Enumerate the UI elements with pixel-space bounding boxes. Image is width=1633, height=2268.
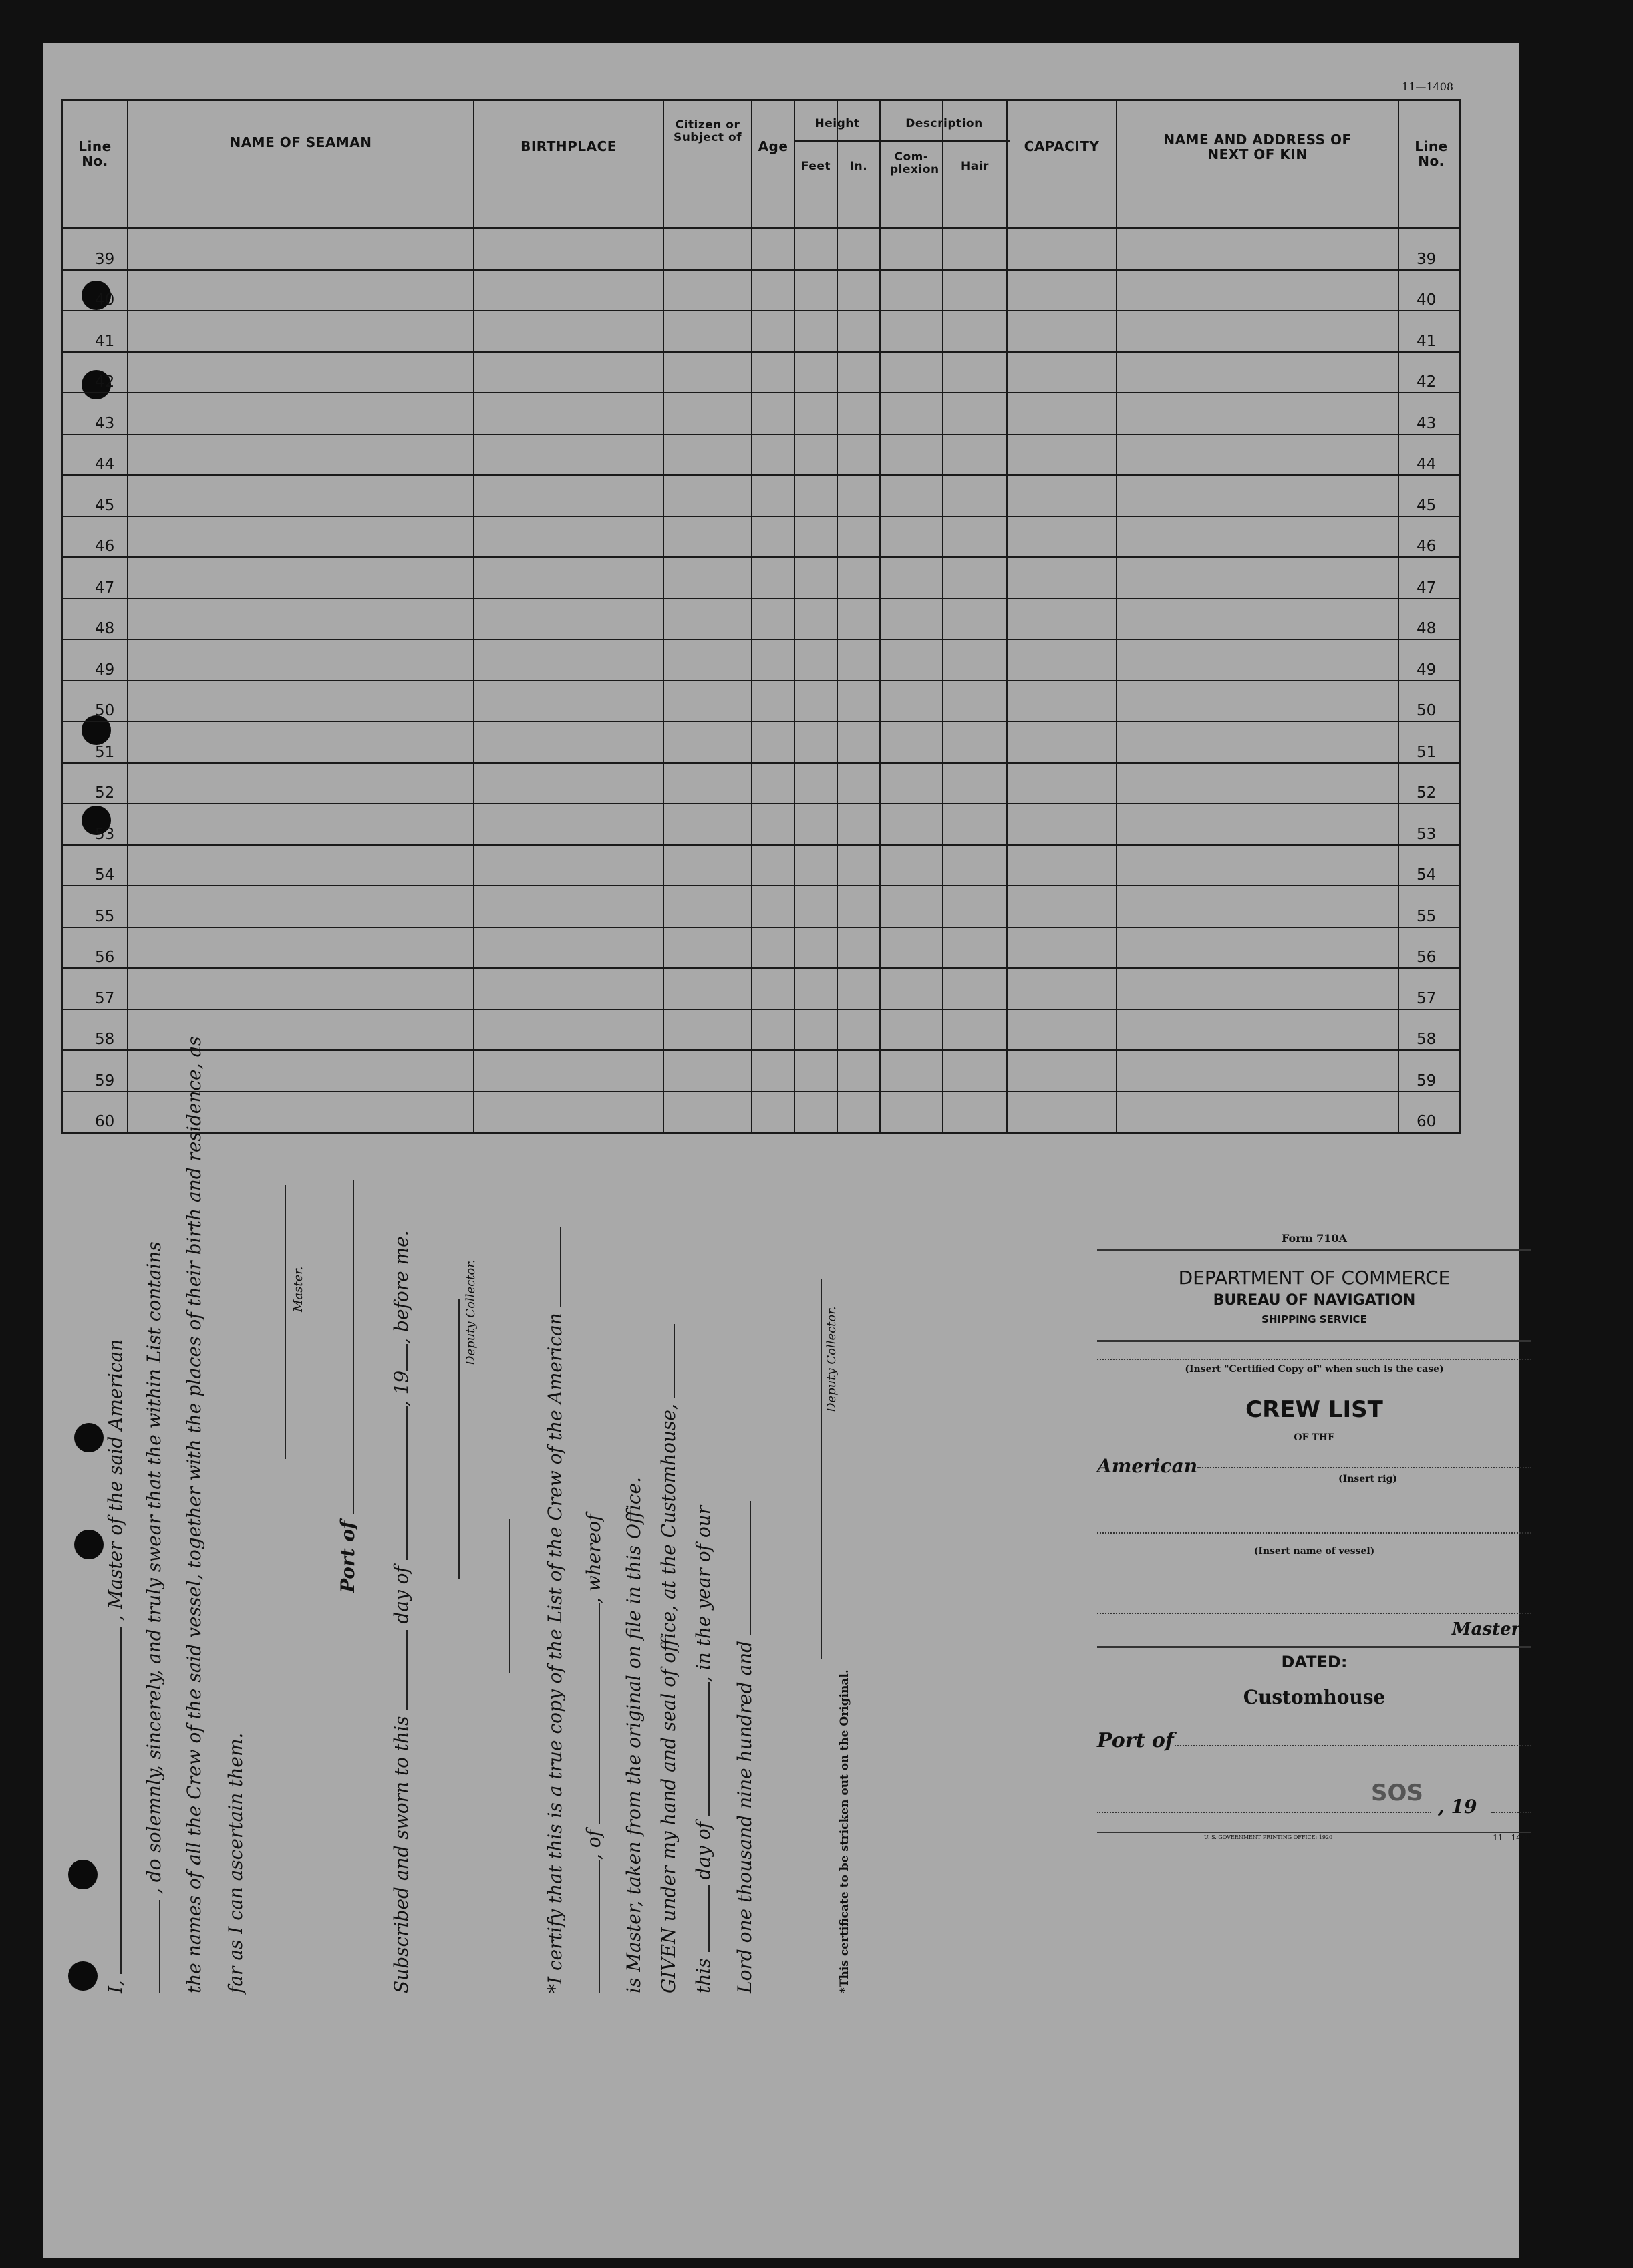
row-number-right: 52: [1417, 784, 1437, 802]
subscribed-before-me: , before me.: [390, 1230, 412, 1344]
port-of-text: Port of: [337, 1520, 359, 1593]
stamp-mark: SOS: [1371, 1780, 1423, 1806]
given-blank: [674, 1324, 675, 1398]
row-rule: [61, 680, 1461, 681]
header-birthplace: BIRTHPLACE: [521, 138, 617, 154]
subscribed-blank: [406, 1630, 408, 1710]
crew-list-sheet: [43, 43, 1531, 2258]
row-number-right: 42: [1417, 373, 1437, 391]
certified-copy-blank: [1097, 1359, 1531, 1360]
punch-hole: [68, 1961, 98, 1991]
header-complexion: Com-plexion: [890, 150, 939, 176]
header-line-no-right: Line No.: [1415, 138, 1448, 169]
port-of-blank: [353, 1180, 354, 1514]
row-number-left: 53: [95, 826, 115, 843]
certify-text: *I certify that this is a true copy of the List of the Crew of the American: [544, 1313, 566, 1993]
row-number-left: 39: [95, 251, 115, 268]
of-the-label: OF THE: [1294, 1432, 1335, 1443]
row-number-right: 41: [1417, 333, 1437, 350]
of-blank-2: [599, 1603, 600, 1824]
row-number-left: 45: [95, 497, 115, 514]
back-rule: [1097, 1832, 1531, 1833]
form-code-bottom: 11—1408: [1493, 1833, 1531, 1842]
deputy-collector-2-line: [804, 1279, 827, 1659]
customhouse-label: Customhouse: [1243, 1686, 1386, 1708]
row-number-left: 51: [95, 744, 115, 761]
col-rule: [837, 99, 838, 1133]
vessel-name-line: [1097, 1532, 1531, 1534]
col-rule: [473, 99, 474, 1133]
punch-hole: [68, 1860, 98, 1889]
given-text: GIVEN under my hand and seal of office, at the Customhouse,: [657, 1404, 680, 1993]
master-signature: [273, 1185, 289, 1459]
row-number-left: 42: [95, 373, 115, 391]
row-number-left: 58: [95, 1031, 115, 1048]
row-number-right: 55: [1417, 908, 1437, 925]
row-number-right: 59: [1417, 1072, 1437, 1090]
row-rule: [61, 844, 1461, 846]
of-text: , of: [583, 1829, 605, 1860]
seal-line: [509, 1519, 510, 1673]
certify-line: [544, 1227, 566, 1993]
insert-certified-note: (Insert "Certified Copy of" when such is the case): [1185, 1364, 1444, 1375]
row-number-right: 60: [1417, 1113, 1437, 1130]
form-number: Form 710A: [1282, 1232, 1347, 1245]
row-number-right: 47: [1417, 579, 1437, 597]
master-signature-line: [285, 1185, 286, 1459]
row-rule: [61, 967, 1461, 969]
row-number-left: 46: [95, 538, 115, 555]
header-description: Description: [905, 117, 983, 130]
col-rule: [663, 99, 664, 1133]
row-number-right: 51: [1417, 744, 1437, 761]
row-rule: [61, 516, 1461, 517]
subscribed-text: Subscribed and sworn to this: [390, 1716, 412, 1993]
subscribed-year-blank: [406, 1344, 408, 1371]
header-feet: Feet: [800, 160, 831, 173]
row-number-left: 43: [95, 415, 115, 432]
printing-office-note: U. S. GOVERNMENT PRINTING OFFICE: 1920: [1204, 1834, 1333, 1840]
row-rule: [61, 639, 1461, 640]
crew-list-title: CREW LIST: [1245, 1396, 1383, 1423]
col-rule: [1006, 99, 1008, 1133]
header-inches: In.: [849, 160, 868, 173]
row-rule: [61, 1009, 1461, 1010]
row-number-left: 60: [95, 1113, 115, 1130]
table-top-rule: [61, 99, 1461, 101]
lord-line: [734, 1501, 756, 1993]
col-rule: [1116, 99, 1117, 1133]
col-rule: [127, 99, 128, 1133]
row-number-right: 49: [1417, 661, 1437, 679]
deputy-collector-1-label: Deputy Collector.: [464, 1259, 478, 1365]
back-rule: [1097, 1249, 1531, 1251]
row-number-right: 53: [1417, 826, 1437, 843]
this-day-line: [692, 1506, 714, 1993]
header-name-of-seaman: NAME OF SEAMAN: [229, 134, 372, 150]
row-number-right: 56: [1417, 949, 1437, 966]
this-text: this: [692, 1958, 714, 1993]
row-number-right: 43: [1417, 415, 1437, 432]
header-sub-rule: [794, 140, 1010, 142]
day-of-text: day of: [692, 1822, 714, 1880]
table-bottom-rule: [61, 1132, 1461, 1134]
row-rule: [61, 1049, 1461, 1051]
row-rule: [61, 392, 1461, 393]
american-label: American: [1097, 1455, 1198, 1477]
header-rule: [61, 227, 1461, 229]
row-number-left: 49: [95, 661, 115, 679]
of-blank-1: [599, 1860, 600, 1993]
given-line: [657, 1324, 680, 1993]
declaration-master-of: , Master of the said American: [104, 1339, 126, 1621]
footnote: *This certificate to be stricken out on the Original.: [838, 1669, 851, 1993]
subscribed-month-blank: [406, 1406, 408, 1560]
col-rule: [751, 99, 752, 1133]
deputy-collector-2-signature: [821, 1279, 822, 1659]
of-whereof-line: [583, 1514, 605, 1993]
row-rule: [61, 721, 1461, 722]
row-rule: [61, 556, 1461, 558]
year-blank-back: [1491, 1812, 1531, 1813]
row-number-left: 50: [95, 702, 115, 719]
row-number-left: 52: [95, 784, 115, 802]
insert-rig-note: (Insert rig): [1338, 1474, 1397, 1484]
col-rule: [61, 99, 63, 1133]
master-label-back: Master.: [1451, 1619, 1525, 1639]
row-number-left: 59: [95, 1072, 115, 1090]
master-name-line: [1097, 1613, 1531, 1614]
col-rule: [794, 99, 795, 1133]
punch-hole: [74, 1530, 104, 1559]
this-month-blank: [708, 1682, 710, 1816]
vessel-name-blank: [159, 1900, 160, 1993]
row-number-right: 48: [1417, 620, 1437, 637]
back-rule: [1097, 1646, 1531, 1648]
col-rule: [1398, 99, 1399, 1133]
row-rule: [61, 803, 1461, 804]
row-rule: [61, 1091, 1461, 1092]
lord-text: Lord one thousand nine hundred and: [734, 1640, 756, 1993]
row-rule: [61, 885, 1461, 886]
port-of-blank-back: [1175, 1745, 1531, 1746]
crew-table: [61, 99, 1461, 1133]
declaration-line-2: [143, 1241, 165, 1993]
row-rule: [61, 351, 1461, 353]
row-number-left: 48: [95, 620, 115, 637]
subscribed-line: [390, 1230, 412, 1993]
header-hair: Hair: [961, 160, 989, 173]
row-rule: [61, 269, 1461, 271]
row-number-left: 56: [95, 949, 115, 966]
header-line-no: Line No.: [78, 138, 112, 169]
punch-hole: [74, 1423, 104, 1452]
col-rule: [942, 99, 943, 1133]
whereof-text: , whereof: [583, 1514, 605, 1604]
row-rule: [61, 927, 1461, 928]
row-number-left: 54: [95, 866, 115, 884]
row-number-right: 46: [1417, 538, 1437, 555]
subscribed-day-of: day of: [390, 1566, 412, 1624]
row-rule: [61, 474, 1461, 476]
col-rule: [879, 99, 881, 1133]
header-next-of-kin: NAME AND ADDRESS OF NEXT OF KIN: [1163, 132, 1352, 162]
deputy-collector-1-signature: [458, 1299, 460, 1579]
row-rule: [61, 310, 1461, 311]
back-rule: [1097, 1340, 1531, 1342]
date-blank-back: [1097, 1812, 1431, 1813]
row-number-right: 58: [1417, 1031, 1437, 1048]
row-number-right: 39: [1417, 251, 1437, 268]
row-rule: [61, 762, 1461, 764]
header-height: Height: [814, 117, 860, 130]
row-number-right: 45: [1417, 497, 1437, 514]
seal-rule: [493, 1519, 515, 1673]
declaration-i: I,: [104, 1980, 126, 1993]
back-panel: [1097, 1232, 1531, 2120]
nineteen-back: , 19: [1438, 1796, 1477, 1818]
lord-year-blank: [750, 1501, 751, 1635]
row-number-right: 40: [1417, 291, 1437, 309]
master-name-blank: [120, 1627, 122, 1974]
row-number-left: 55: [95, 908, 115, 925]
declaration-line-1: [104, 1339, 126, 1993]
is-master-line: is Master, taken from the original on file in this Office.: [623, 1477, 645, 1993]
header-capacity: CAPACITY: [1024, 138, 1100, 154]
subscribed-19: , 19: [390, 1370, 412, 1407]
row-rule: [61, 598, 1461, 599]
row-number-right: 50: [1417, 702, 1437, 719]
row-number-right: 44: [1417, 456, 1437, 473]
deputy-collector-1-line: [442, 1299, 464, 1579]
row-number-left: 44: [95, 456, 115, 473]
declaration-line-3: the names of all the Crew of the said vessel, together with the places of their birth and residence, as: [183, 1036, 205, 1993]
row-number-left: 47: [95, 579, 115, 597]
row-rule: [61, 434, 1461, 435]
row-number-left: 41: [95, 333, 115, 350]
dated-label: DATED:: [1281, 1653, 1348, 1671]
service-title: SHIPPING SERVICE: [1261, 1313, 1367, 1325]
insert-vessel-note: (Insert name of vessel): [1253, 1546, 1375, 1557]
declaration-line-4: far as I can ascertain them.: [225, 1732, 247, 1993]
deputy-collector-2-label: Deputy Collector.: [825, 1306, 839, 1412]
year-of-our-text: , in the year of our: [692, 1505, 714, 1683]
row-number-left: 57: [95, 990, 115, 1007]
port-of-label: [337, 1180, 359, 1593]
bureau-title: BUREAU OF NAVIGATION: [1213, 1292, 1416, 1309]
department-title: DEPARTMENT OF COMMERCE: [1178, 1267, 1451, 1289]
certify-vessel-blank: [560, 1227, 561, 1307]
row-number-right: 54: [1417, 866, 1437, 884]
declaration-swear: , do solemnly, sincerely, and truly swear that the within List contains: [143, 1241, 165, 1895]
row-number-left: 40: [95, 291, 115, 309]
port-of-label-back: Port of: [1097, 1729, 1174, 1752]
header-age: Age: [758, 138, 788, 154]
col-rule: [1459, 99, 1461, 1133]
master-label: Master.: [291, 1266, 305, 1312]
rig-blank: [1197, 1467, 1531, 1468]
this-day-blank: [708, 1885, 710, 1952]
header-citizen: Citizen or Subject of: [673, 118, 742, 144]
form-code-top: 11—1408: [1402, 80, 1454, 93]
row-number-right: 57: [1417, 990, 1437, 1007]
